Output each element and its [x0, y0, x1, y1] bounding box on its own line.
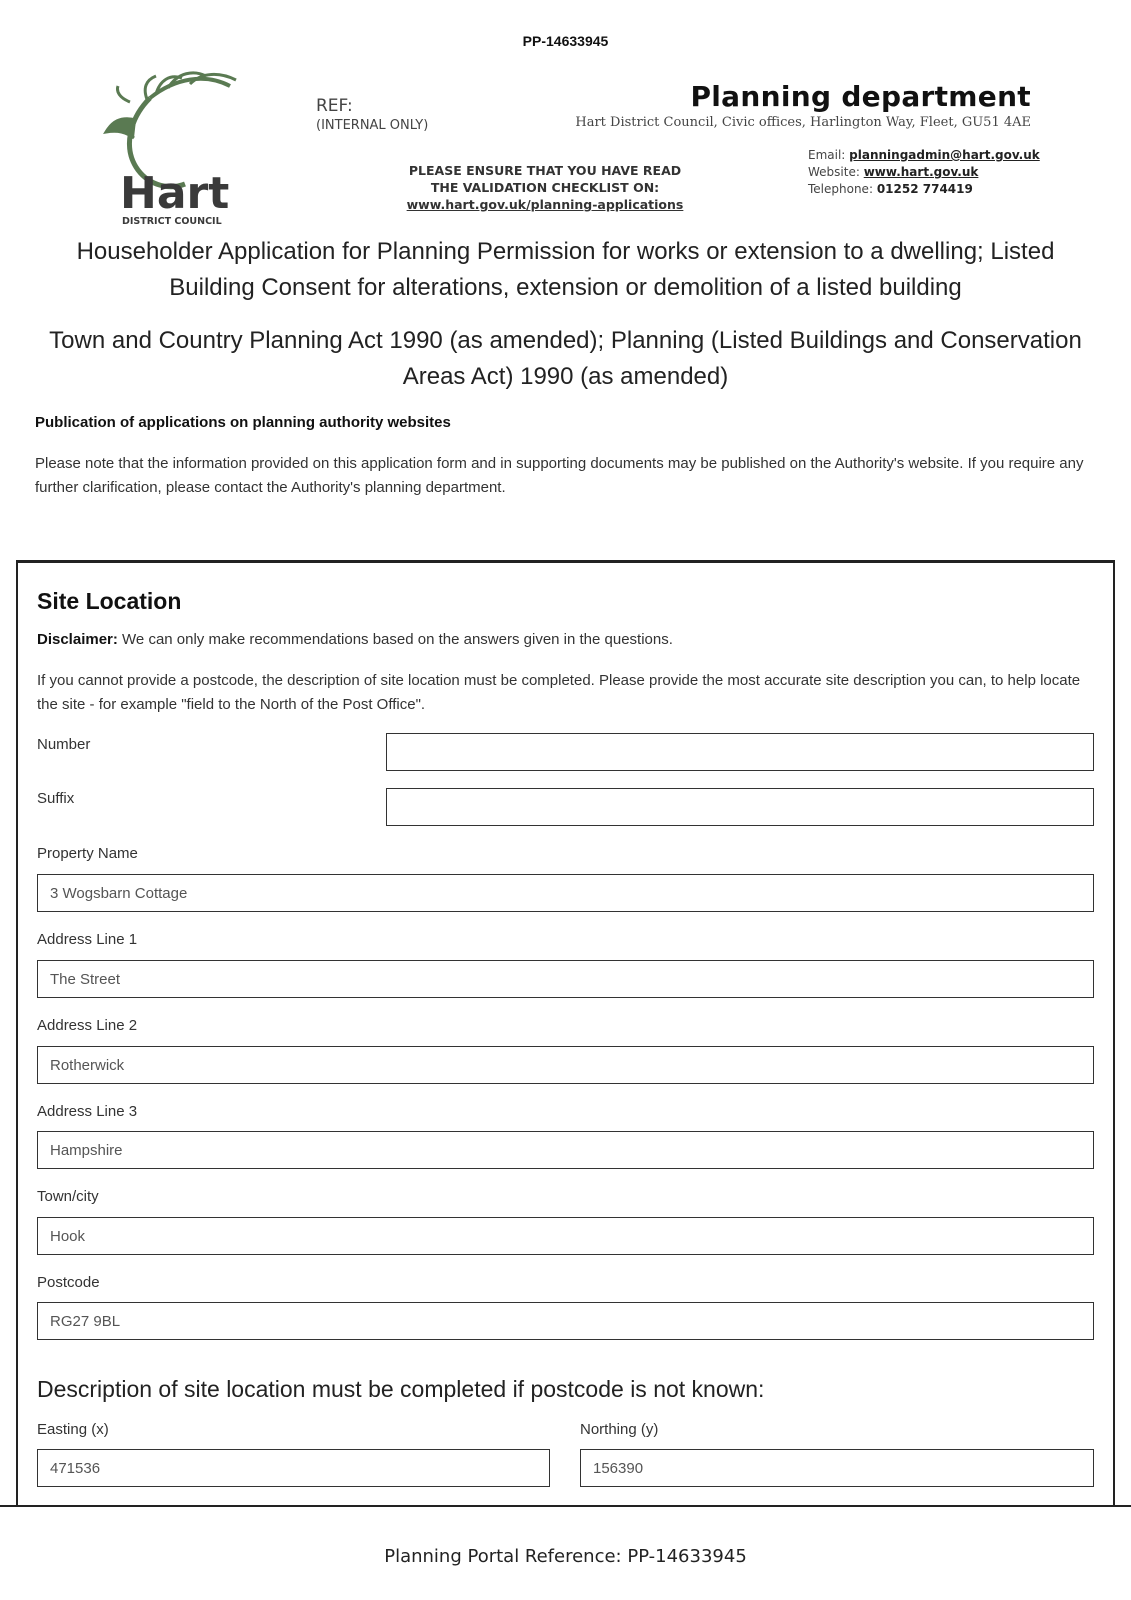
internal-ref-block [316, 96, 428, 133]
suffix-label: Suffix [37, 790, 75, 807]
department-header [575, 80, 1031, 130]
address-line-2-field[interactable]: Rotherwick [37, 1046, 1094, 1084]
telephone-number: 01252 774419 [876, 182, 973, 196]
hart-council-logo [90, 58, 258, 230]
logo-subtitle: DISTRICT COUNCIL [122, 216, 222, 227]
publication-text: Please note that the information provided on this application form and in supporting documents may be published on the Authority's website. If you require any further clarification, please contact the Authority's planning department. [35, 455, 1084, 496]
section-divider [0, 1505, 1131, 1507]
telephone-row [808, 181, 1040, 198]
town-label: Town/city [37, 1188, 99, 1205]
number-label: Number [37, 736, 91, 753]
ensure-line-2: THE VALIDATION CHECKLIST ON: [430, 180, 660, 195]
contact-details [808, 147, 1040, 198]
address-line-3-label: Address Line 3 [37, 1103, 138, 1120]
department-title: Planning department [690, 80, 1031, 113]
publication-heading: Publication of applications on planning authority websites [35, 414, 451, 431]
act-title-line-1: Town and Country Planning Act 1990 (as amended); Planning (Listed Buildings and Conservation [49, 327, 1082, 354]
site-location-help-text: If you cannot provide a postcode, the description of site location must be completed. Please provide the most accurate site description you can, to help locate the site - for example "field to the North of the Post Office". [37, 672, 1081, 713]
disclaimer [37, 631, 673, 648]
application-title [40, 234, 1091, 306]
property-name-field[interactable]: 3 Wogsbarn Cottage [37, 874, 1094, 912]
act-title-line-2: Areas Act) 1990 (as amended) [402, 363, 729, 390]
checklist-link[interactable]: www.hart.gov.uk/planning-applications [406, 197, 684, 212]
property-name-label: Property Name [37, 845, 138, 862]
northing-field[interactable]: 156390 [580, 1449, 1094, 1487]
email-row [808, 147, 1040, 164]
email-link[interactable]: planningadmin@hart.gov.uk [849, 148, 1040, 162]
postcode-field[interactable]: RG27 9BL [37, 1302, 1094, 1340]
postcode-label: Postcode [37, 1274, 100, 1291]
ref-internal-note: (INTERNAL ONLY) [316, 118, 429, 133]
easting-field[interactable]: 471536 [37, 1449, 550, 1487]
website-row [808, 164, 1040, 181]
hart-logo-graphic [90, 58, 258, 230]
validation-checklist-notice [395, 162, 695, 213]
document-reference: PP-14633945 [522, 33, 609, 49]
town-field[interactable]: Hook [37, 1217, 1094, 1255]
address-line-1-field[interactable]: The Street [37, 960, 1094, 998]
ensure-line-1: PLEASE ENSURE THAT YOU HAVE READ [408, 163, 682, 178]
application-title-line-2: Building Consent for alterations, extension or demolition of a listed building [169, 274, 962, 301]
website-label: Website: [808, 165, 860, 179]
suffix-field[interactable] [386, 788, 1094, 826]
department-address: Hart District Council, Civic offices, Harlington Way, Fleet, GU51 4AE [575, 115, 1031, 130]
address-line-3-field[interactable]: Hampshire [37, 1131, 1094, 1169]
application-title-line-1: Householder Application for Planning Permission for works or extension to a dwelling; Listed [76, 238, 1055, 265]
ref-label: REF: [316, 96, 353, 116]
number-field[interactable] [386, 733, 1094, 771]
northing-label: Northing (y) [580, 1421, 659, 1438]
site-description-heading: Description of site location must be completed if postcode is not known: [37, 1376, 765, 1402]
disclaimer-label: Disclaimer: [37, 631, 118, 648]
address-line-2-label: Address Line 2 [37, 1017, 138, 1034]
easting-label: Easting (x) [37, 1421, 109, 1438]
site-location-title: Site Location [37, 588, 182, 614]
portal-reference-footer: Planning Portal Reference: PP-14633945 [384, 1546, 747, 1567]
act-title [40, 323, 1091, 395]
website-link[interactable]: www.hart.gov.uk [863, 165, 979, 179]
logo-wordmark: Hart [120, 168, 230, 219]
disclaimer-text: We can only make recommendations based on the answers given in the questions. [117, 631, 673, 648]
address-line-1-label: Address Line 1 [37, 931, 138, 948]
email-label: Email: [808, 148, 846, 162]
telephone-label: Telephone: [808, 182, 873, 196]
